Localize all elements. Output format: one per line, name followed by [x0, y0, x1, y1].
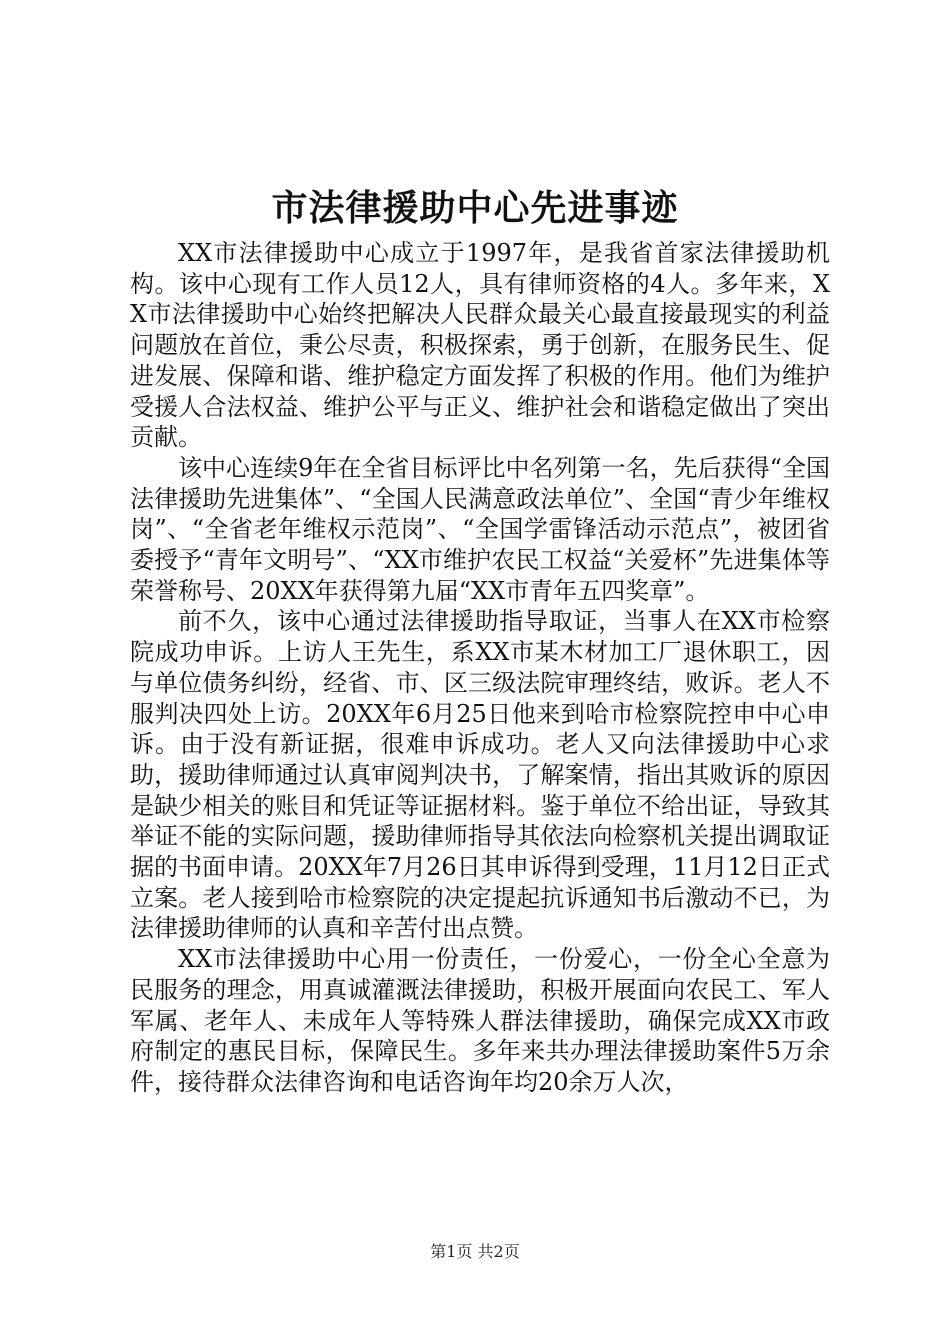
- paragraph-2: 该中心连续9年在全省目标评比中名列第一名，先后获得“全国法律援助先进集体”、“全国人民满意政法单位”、全国“青少年维权岗”、“全省老年维权示范岗”、“全国学雷锋活动示范点”，被团省委授予“青年文明号”、“XX市维护农民工权益“关爱杯”先进集体等荣誉称号、20XX年获得第九届“XX市青年五四奖章”。: [130, 453, 830, 605]
- page-footer: 第1页 共2页: [430, 1242, 520, 1261]
- document-title: 市法律援助中心先进事迹: [271, 187, 679, 229]
- paragraph-1: XX市法律援助中心成立于1997年，是我省首家法律援助机构。该中心现有工作人员12人，具有律师资格的4人。多年来，XX市法律援助中心始终把解决人民群众最关心最直接最现实的利益问题放在首位，秉公尽责，积极探索，勇于创新，在服务民生、促进发展、保障和谐、维护稳定方面发挥了积极的作用。他们为维护受援人合法权益、维护公平与正义、维护社会和谐稳定做出了突出贡献。: [130, 239, 830, 452]
- document-body: [130, 238, 830, 1098]
- paragraph-3: 前不久，该中心通过法律援助指导取证，当事人在XX市检察院成功申诉。上访人王先生，系XX市某木材加工厂退休职工，因与单位债务纠纷，经省、市、区三级法院审理终结，败诉。老人不服判决四处上访。20XX年6月25日他来到哈市检察院控申中心申诉。由于没有新证据，很难申诉成功。老人又向法律援助中心求助，援助律师通过认真审阅判决书，了解案情，指出其败诉的原因是缺少相关的账目和凭证等证据材料。鉴于单位不给出证，导致其举证不能的实际问题，援助律师指导其依法向检察机关提出调取证据的书面申请。20XX年7月26日其申诉得到受理，11月12日正式立案。老人接到哈市检察院的决定提起抗诉通知书后激动不已，为法律援助律师的认真和辛苦付出点赞。: [130, 607, 830, 943]
- paragraph-4: XX市法律援助中心用一份责任，一份爱心，一份全心全意为民服务的理念，用真诚灌溉法律援助，积极开展面向农民工、军人军属、老年人、未成年人等特殊人群法律援助，确保完成XX市政府制定的惠民目标，保障民生。多年来共办理法律援助案件5万余件，接待群众法律咨询和电话咨询年均20余万人次，: [130, 945, 830, 1096]
